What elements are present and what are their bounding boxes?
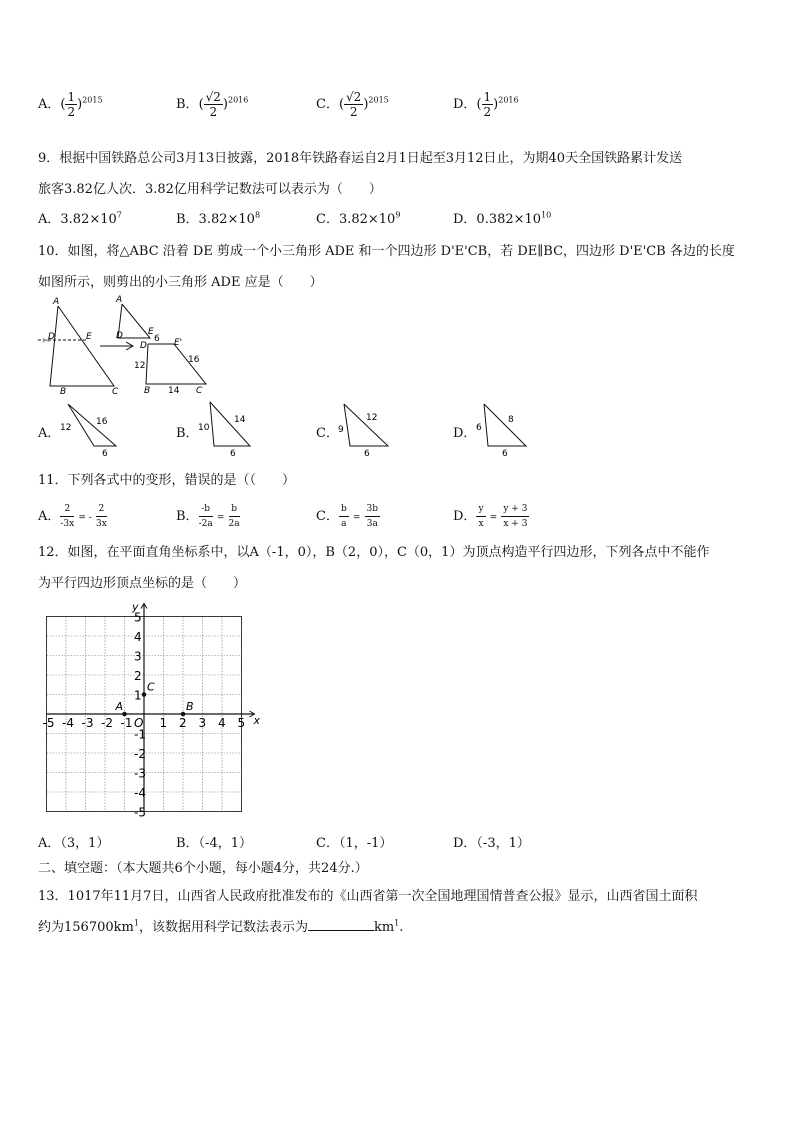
y-tick-label: 2 (134, 669, 142, 683)
y-tick-label: 5 (134, 610, 142, 625)
label-e3: E' (174, 338, 183, 348)
x-tick-label: 1 (159, 716, 168, 730)
side-label: 8 (508, 415, 514, 425)
x-tick-label: -2 (101, 716, 113, 730)
label-c: C (112, 387, 119, 397)
q12-coordinate-grid (34, 596, 264, 820)
x-axis-label: x (253, 714, 261, 727)
q9-option-b: B．$3.82\times 10^8$ (176, 210, 261, 227)
x-tick-label: 3 (198, 716, 207, 730)
side-label: 9 (338, 425, 344, 435)
label-b2: B (144, 386, 151, 396)
scissors-icon: ✂ (42, 336, 51, 347)
x-tick-label: -1 (120, 716, 133, 730)
side-label: 6 (230, 449, 236, 458)
section-heading: 二、填空题：（本大题共6个小题，每小题4分，共24分.） (38, 861, 368, 876)
label-a2: A (116, 295, 123, 305)
side-label: 6 (476, 423, 482, 433)
q11-option-c: C． $\frac{b}{a}$ = $\frac{3b}{3a}$ (316, 504, 379, 529)
q10-figure (36, 292, 216, 402)
side-14: 14 (168, 386, 180, 396)
label-d2: D (116, 331, 123, 341)
side-6: 6 (154, 334, 160, 344)
point-b (181, 712, 186, 717)
q12-stem-line1: 12．如图，在平面直角坐标系中，以A（-1，0），B（2，0），C（0，1）为顶点构造平行四边形，下列各点中不能作 (38, 545, 710, 560)
answer-blank[interactable] (308, 918, 374, 931)
side-label: 12 (366, 413, 378, 423)
side-12: 12 (134, 361, 146, 371)
y-tick-label: 1 (134, 688, 142, 703)
q12-option-c: C．（1，-1） (316, 836, 393, 851)
y-tick-label: -5 (134, 805, 146, 820)
label-e2: E (148, 327, 154, 337)
triangle (344, 404, 388, 446)
y-tick-label: -4 (134, 786, 146, 800)
q10-option-c-figure (336, 400, 392, 458)
q11-option-d: D． $\frac{y}{x}$ = $\frac{y + 3}{x + 3}$ (453, 504, 528, 529)
fraction: $\frac{1}{2}$ (67, 90, 76, 119)
q10-option-a-label: A． (38, 426, 61, 441)
point-label-a: A (115, 700, 124, 713)
q10-option-c-label: C． (316, 426, 339, 441)
fraction: $\frac{√2}{2}$ (205, 90, 221, 119)
q10-option-b-label: B． (176, 426, 199, 441)
triangle (68, 404, 116, 446)
fraction: $\frac{1}{2}$ (483, 90, 492, 119)
q12-option-d: D．（-3，1） (453, 836, 530, 851)
side-16: 16 (188, 355, 200, 365)
origin-label: O (134, 716, 144, 730)
q8-option-c: C．( $\frac{√2}{2}$ )$^{2015}$ (316, 90, 389, 119)
fraction: $\frac{√2}{2}$ (346, 90, 362, 119)
q11-option-a: A． $\frac{2}{-3x}$ = - $\frac{2}{3x}$ (38, 504, 107, 529)
y-tick-label: 4 (134, 630, 142, 644)
side-label: 16 (96, 417, 108, 427)
q13-stem-line2: 约为$156700km^1$，该数据用科学记数法表示为 $km^1$. (38, 918, 404, 935)
q12-option-a: A．（3，1） (38, 836, 110, 851)
side-label: 14 (234, 415, 246, 425)
q10-stem-line1: 10．如图，将△ABC 沿着 DE 剪成一个小三角形 ADE 和一个四边形 D'E'CB，若 DE∥BC，四边形 D'E'CB 各边的长度 (38, 244, 735, 259)
x-tick-label: 4 (218, 716, 226, 730)
label-d: D (48, 332, 55, 342)
y-tick-label: -1 (134, 727, 146, 742)
label-b: B (60, 387, 67, 397)
q13-stem-line1: 13．1017年11月7日，山西省人民政府批准发布的《山西省第一次全国地理国情普查公报》显示，山西省国土面积 (38, 889, 698, 904)
q11-option-b: B． $\frac{-b}{-2a}$ = $\frac{b}{2a}$ (176, 504, 240, 529)
q9-option-c: C．$3.82\times 10^9$ (316, 210, 401, 227)
label-c2: C (196, 386, 203, 396)
q9-stem-line2: 旅客3.82亿人次．3.82亿用科学记数法可以表示为（ ） (38, 182, 382, 197)
label-a: A (53, 297, 60, 307)
q10-option-d-figure (474, 400, 534, 458)
side-label: 12 (60, 423, 72, 433)
q8-option-a: A．( $\frac{1}{2}$ )$^{2015}$ (38, 90, 103, 119)
point-label-b: B (186, 700, 194, 713)
triangle (484, 404, 526, 446)
x-tick-label: -5 (42, 716, 55, 730)
q8-option-d: D．( $\frac{1}{2}$ )$^{2016}$ (453, 90, 519, 119)
y-tick-label: -2 (134, 747, 146, 761)
x-tick-label: -3 (81, 716, 94, 730)
q9-option-d: D．$0.382\times 10^{10}$ (453, 210, 552, 227)
y-axis-label: y (132, 600, 139, 614)
x-tick-label: 2 (179, 716, 187, 730)
side-label: 10 (198, 423, 210, 433)
label-e: E (86, 332, 92, 342)
q10-option-d-label: D． (453, 426, 477, 441)
q10-option-a-figure (58, 400, 118, 458)
point-label-c: C (147, 680, 155, 694)
point-c (142, 692, 147, 697)
q9-stem-line1: 9．根据中国铁路总公司3月13日披露，2018年铁路春运自2月1日起至3月12日止，为期40天全国铁路累计发送 (38, 151, 683, 166)
q11-stem: 11．下列各式中的变形，错误的是（（ ） (38, 473, 296, 488)
x-tick-label: 5 (237, 716, 246, 730)
q12-stem-line2: 为平行四边形顶点坐标的是（ ） (38, 576, 247, 591)
q10-stem-line2: 如图所示，则剪出的小三角形 ADE 应是（ ） (38, 275, 323, 290)
q9-option-a: A．$3.82\times 10^7$ (38, 210, 122, 227)
side-label: 6 (364, 449, 370, 458)
x-tick-label: -4 (62, 716, 74, 730)
label-d3: D (140, 341, 147, 351)
y-tick-label: 3 (134, 649, 142, 664)
q8-option-b: B．( $\frac{√2}{2}$ )$^{2016}$ (176, 90, 249, 119)
side-label: 6 (502, 449, 508, 458)
q12-option-b: B．（-4，1） (176, 836, 252, 851)
side-label: 6 (102, 449, 108, 458)
y-tick-label: -3 (134, 766, 146, 781)
q10-option-b-figure (196, 398, 258, 458)
